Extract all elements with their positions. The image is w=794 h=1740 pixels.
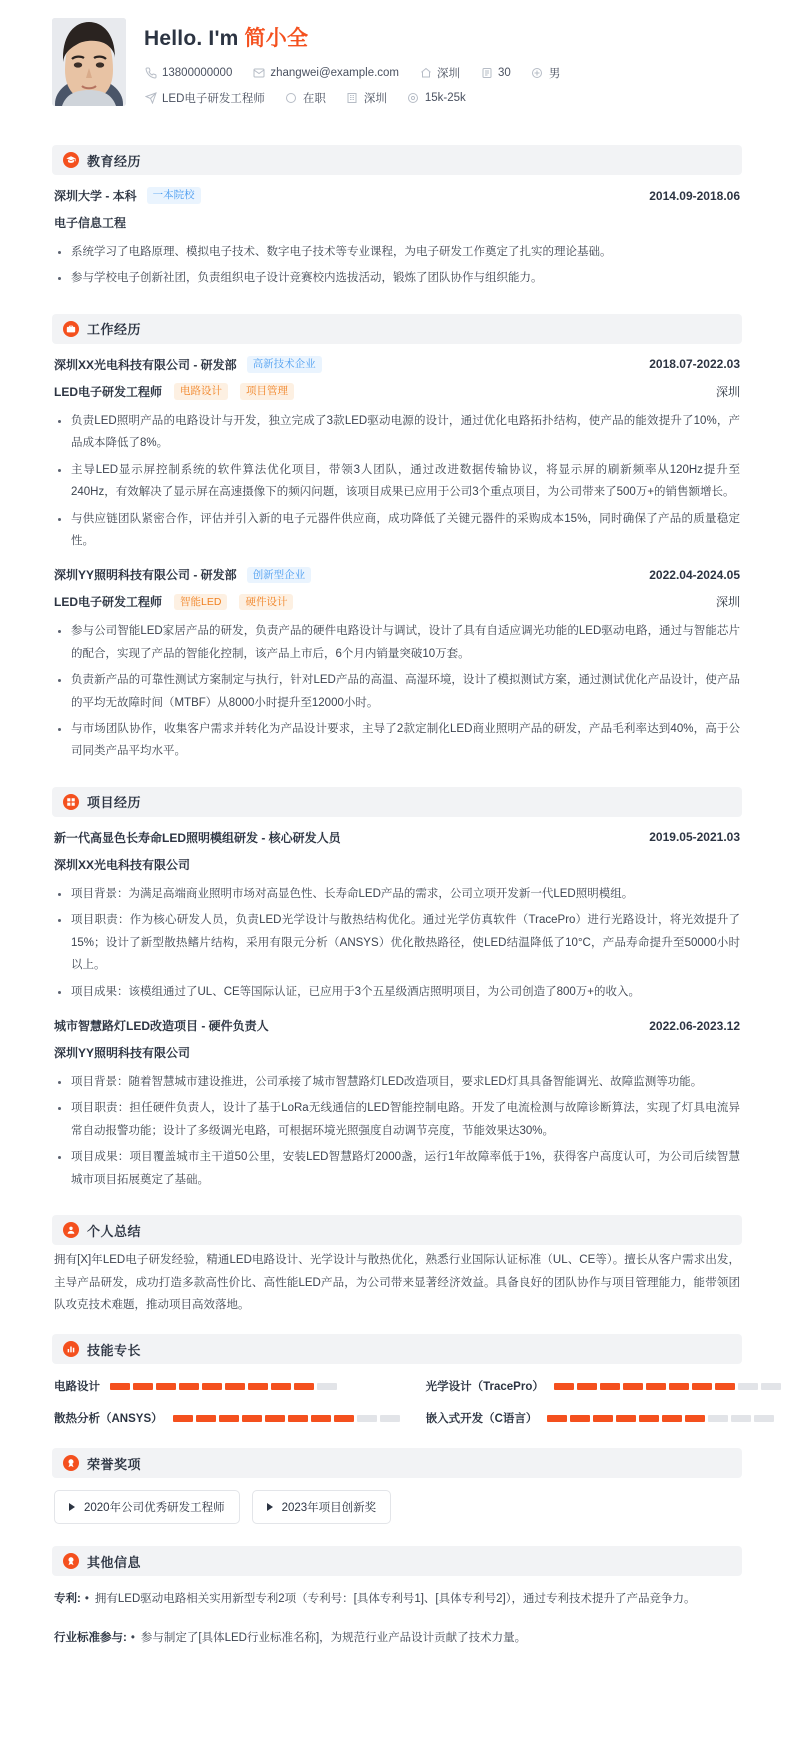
project-company: 深圳YY照明科技有限公司 (54, 1046, 191, 1061)
skill-item (54, 1378, 400, 1394)
section-header-skills (52, 1334, 742, 1364)
skill-segment (708, 1415, 728, 1422)
grid-icon (63, 794, 79, 810)
skill-label: 嵌入式开发（C语言） (425, 1413, 538, 1426)
list-item: 项目成果：项目覆盖城市主干道50公里，安装LED智慧路灯2000盏，运行1年故障率低于1%，获得客户高度认可，为公司后续智慧城市项目拓展奠定了基础。 (54, 1146, 740, 1191)
skill-segment (754, 1415, 774, 1422)
project-entry (54, 829, 740, 1003)
list-item: 参与公司智能LED家居产品的研发，负责产品的硬件电路设计与调试，设计了具有自适应调光功能的LED驱动电路，通过与智能芯片的配合，实现了产品的智能化控制，该产品上市后，6个月内销量突破10万套。 (54, 620, 740, 665)
info-icon (63, 1553, 79, 1569)
other-info-label: 行业标准参与: (54, 1631, 127, 1644)
skill-segment (196, 1415, 216, 1422)
section-body-work (52, 344, 742, 771)
job-target (144, 90, 265, 106)
work-date: 2018.07-2022.03 (649, 357, 740, 372)
job-city (346, 90, 387, 106)
section-header-other (52, 1546, 742, 1576)
paper-plane-icon (144, 92, 157, 105)
resume-header (52, 0, 742, 129)
education-entry-header (54, 187, 740, 204)
work-role-row (54, 593, 740, 610)
skill-item (54, 1410, 400, 1426)
awards-list (52, 1478, 742, 1530)
skill-item (426, 1378, 781, 1394)
other-info-text: 拥有LED驱动电路相关实用新型专利2项（专利号：[具体专利号1]、[具体专利号2]），通过专利技术提升了产品竞争力。 (94, 1593, 696, 1606)
skill-segment (616, 1415, 636, 1422)
work-company: 深圳XX光电科技有限公司 - 研发部 (54, 357, 237, 372)
section-header-education (52, 145, 742, 175)
contact-row-primary (144, 65, 742, 81)
award-chip[interactable] (252, 1490, 392, 1524)
education-major: 电子信息工程 (54, 216, 127, 230)
avatar (52, 18, 126, 106)
contact-age (480, 67, 511, 80)
contact-email (252, 67, 399, 80)
contact-email-text: zhangwei@example.com (270, 67, 400, 79)
list-item: 主导LED显示屏控制系统的软件算法优化项目，带领3人团队，通过改进数据传输协议，将显示屏的刷新频率从120Hz提升至240Hz，有效解决了显示屏在高速摄像下的频闪问题，该项目成果已应用于公司3个重点项目，为公司带来了500万+的销售额增长。 (54, 459, 740, 504)
section-title-education: 教育经历 (87, 153, 142, 169)
contact-city-text: 深圳 (437, 68, 461, 80)
graduation-cap-icon (63, 152, 79, 168)
building-icon (346, 92, 359, 105)
skill-segment (577, 1383, 597, 1390)
skill-segment (110, 1383, 130, 1390)
user-icon (63, 1222, 79, 1238)
skill-segment (202, 1383, 222, 1390)
skill-segment (593, 1415, 613, 1422)
other-info-row (52, 1584, 742, 1614)
skill-segment (547, 1415, 567, 1422)
work-entry (54, 566, 740, 763)
skill-segment (265, 1415, 285, 1422)
skill-segment (623, 1383, 643, 1390)
skill-segment (288, 1415, 308, 1422)
skill-level-bar (173, 1415, 400, 1422)
award-icon (63, 1455, 79, 1471)
skill-label: 电路设计 (54, 1381, 100, 1394)
job-target-text: LED电子研发工程师 (162, 93, 265, 105)
skill-segment (692, 1383, 712, 1390)
work-date: 2022.04-2024.05 (649, 567, 740, 582)
list-item: 系统学习了电路原理、模拟电子技术、数字电子技术等专业课程，为电子研发工作奠定了扎实的理论基础。 (54, 241, 740, 263)
gender-icon (531, 67, 544, 80)
skill-segment (294, 1383, 314, 1390)
section-body-projects (52, 817, 742, 1199)
work-role: LED电子研发工程师 (54, 595, 163, 610)
section-title-other: 其他信息 (87, 1554, 142, 1570)
skill-level-bar (110, 1383, 337, 1390)
skill-segment (248, 1383, 268, 1390)
job-status-text: 在职 (302, 93, 326, 105)
greeting-text: Hello. I'm (144, 27, 245, 50)
skill-segment (357, 1415, 377, 1422)
work-role: LED电子研发工程师 (54, 384, 163, 399)
section-title-projects: 项目经历 (87, 795, 142, 811)
project-date: 2022.06-2023.12 (649, 1018, 740, 1033)
education-school: 深圳大学 - 本科 (54, 189, 137, 203)
skill-level-bar (547, 1415, 774, 1422)
skill-segment (225, 1383, 245, 1390)
salary-icon (407, 92, 420, 105)
work-bullets (54, 410, 740, 553)
skill-label: 散热分析（ANSYS） (54, 1413, 163, 1426)
project-entry-header (54, 1017, 740, 1034)
skill-item (426, 1410, 781, 1426)
list-item: 项目背景：为满足高端商业照明市场对高显色性、长寿命LED产品的需求，公司立项开发新一代LED照明模组。 (54, 883, 740, 905)
work-entry-header (54, 356, 740, 373)
work-company-tag: 创新型企业 (247, 567, 312, 584)
skill-segment (669, 1383, 689, 1390)
skill-segment (242, 1415, 262, 1422)
skill-segment (646, 1383, 666, 1390)
contact-gender-text: 男 (548, 68, 561, 80)
skill-segment (715, 1383, 735, 1390)
phone-icon (144, 67, 157, 80)
skill-segment (317, 1383, 337, 1390)
skill-segment (554, 1383, 574, 1390)
work-location: 深圳 (715, 384, 740, 399)
work-bullets (54, 620, 740, 763)
play-triangle-icon (267, 1503, 273, 1511)
list-item: 负责新产品的可靠性测试方案制定与执行，针对LED产品的高温、高湿环境，设计了模拟测试方案，通过测试优化产品设计，使产品的平均无故障时间（MTBF）从8000小时提升至12000小时。 (54, 669, 740, 714)
section-header-awards (52, 1448, 742, 1478)
skill-segment (133, 1383, 153, 1390)
play-triangle-icon (69, 1503, 75, 1511)
contact-phone-text: 13800000000 (162, 67, 233, 79)
work-company: 深圳YY照明科技有限公司 - 研发部 (54, 568, 237, 583)
work-entry (54, 356, 740, 553)
skill-segment (738, 1383, 758, 1390)
list-item: 与市场团队协作，收集客户需求并转化为产品设计要求，主导了2款定制化LED商业照明产品的研发，产品毛利率达到40%，高于公司同类产品平均水平。 (54, 718, 740, 763)
education-date: 2014.09-2018.06 (649, 188, 740, 203)
education-entry (54, 187, 740, 290)
work-role-row (54, 383, 740, 400)
work-skill-tag: 智能LED (174, 594, 227, 611)
bullet-dot-icon: • (84, 1593, 89, 1606)
status-icon (285, 92, 298, 105)
contact-city (419, 65, 460, 81)
page-title (144, 22, 742, 52)
home-icon (419, 67, 432, 80)
project-company: 深圳XX光电科技有限公司 (54, 857, 191, 872)
contact-gender (531, 65, 561, 81)
section-header-work (52, 314, 742, 344)
section-body-education (52, 175, 742, 298)
list-item: 与供应链团队紧密合作，评估并引入新的电子元器件供应商，成功降低了关键元器件的采购成本15%，同时确保了产品的质量稳定性。 (54, 508, 740, 553)
work-skill-tag: 电路设计 (174, 383, 228, 400)
contact-age-text: 30 (498, 67, 511, 79)
list-item: 参与学校电子创新社团，负责组织电子设计竞赛校内选拔活动，锻炼了团队协作与组织能力。 (54, 267, 740, 289)
skill-segment (173, 1415, 193, 1422)
section-header-projects (52, 787, 742, 817)
project-bullets (54, 883, 740, 1003)
summary-text: 拥有[X]年LED电子研发经验，精通LED电路设计、光学设计与散热优化，熟悉行业国际认证标准（UL、CE等）。擅长从客户需求出发，主导产品研发，成功打造多款高性价比、高性能LED产品，为公司带来显著经济效益。具备良好的团队协作与项目管理能力，能带领团队攻克技术难题，推动项目高效落地。 (54, 1254, 740, 1311)
chart-icon (63, 1341, 79, 1357)
other-info-label: 专利: (54, 1593, 81, 1606)
skill-segment (271, 1383, 291, 1390)
project-title: 城市智慧路灯LED改造项目 - 硬件负责人 (54, 1019, 269, 1034)
bullet-dot-icon: • (130, 1631, 135, 1644)
skill-segment (179, 1383, 199, 1390)
section-title-skills: 技能专长 (87, 1342, 142, 1358)
list-item: 负责LED照明产品的电路设计与开发，独立完成了3款LED驱动电源的设计，通过优化电路拓扑结构，使产品的能效提升了10%，产品成本降低了8%。 (54, 410, 740, 455)
other-info-row (52, 1623, 742, 1653)
education-bullets (54, 241, 740, 290)
salary-expectation (407, 92, 466, 105)
skill-segment (311, 1415, 331, 1422)
project-date: 2019.05-2021.03 (649, 830, 740, 845)
work-skill-tag: 硬件设计 (239, 594, 293, 611)
project-bullets (54, 1071, 740, 1191)
contact-phone (144, 67, 232, 80)
section-title-awards: 荣誉奖项 (87, 1456, 142, 1472)
skill-segment (334, 1415, 354, 1422)
section-title-work: 工作经历 (87, 322, 142, 338)
list-item: 项目背景：随着智慧城市建设推进，公司承接了城市智慧路灯LED改造项目，要求LED灯具具备智能调光、故障监测等功能。 (54, 1071, 740, 1093)
work-entry-header (54, 566, 740, 583)
education-tag: 一本院校 (147, 187, 201, 204)
skill-segment (156, 1383, 176, 1390)
skill-segment (662, 1415, 682, 1422)
skill-segment (685, 1415, 705, 1422)
job-status (285, 90, 326, 106)
header-details (144, 18, 742, 115)
skill-level-bar (554, 1383, 781, 1390)
list-item: 项目职责：作为核心研发人员，负责LED光学设计与散热结构优化。通过光学仿真软件（TracePro）进行光路设计，将光效提升了15%；设计了新型散热鳍片结构，采用有限元分析（ANSYS）优化散热路径，使LED结温降低了10°C，产品寿命提升至50000小时以上。 (54, 909, 740, 976)
section-title-summary: 个人总结 (87, 1223, 142, 1239)
award-label: 2020年公司优秀研发工程师 (84, 1502, 225, 1515)
section-header-summary (52, 1215, 742, 1245)
candidate-name: 简小全 (244, 27, 309, 50)
skill-label: 光学设计（TracePro） (425, 1381, 544, 1394)
other-info-text: 参与制定了[具体LED行业标准名称]，为规范行业产品设计贡献了技术力量。 (140, 1631, 527, 1644)
award-label: 2023年项目创新奖 (281, 1502, 377, 1515)
id-card-icon (480, 67, 493, 80)
work-location: 深圳 (715, 595, 740, 610)
skill-segment (639, 1415, 659, 1422)
list-item: 项目职责：担任硬件负责人，设计了基于LoRa无线通信的LED智能控制电路。开发了电流检测与故障诊断算法，实现了灯具电流异常自动报警功能；设计了多级调光电路，可根据环境光照强度自动调节亮度，节能效果达30%。 (54, 1097, 740, 1142)
project-entry-header (54, 829, 740, 846)
briefcase-icon (63, 321, 79, 337)
mail-icon (252, 67, 265, 80)
work-skill-tag: 项目管理 (240, 383, 294, 400)
skill-segment (570, 1415, 590, 1422)
contact-row-secondary (144, 90, 742, 106)
award-chip[interactable] (54, 1490, 240, 1524)
skill-segment (219, 1415, 239, 1422)
job-city-text: 深圳 (363, 93, 387, 105)
project-entry (54, 1017, 740, 1191)
skill-segment (380, 1415, 400, 1422)
salary-expectation-text: 15k-25k (424, 92, 466, 104)
skill-segment (761, 1383, 781, 1390)
skills-grid (52, 1364, 742, 1432)
list-item: 项目成果：该模组通过了UL、CE等国际认证，已应用于3个五星级酒店照明项目，为公司创造了800万+的收入。 (54, 981, 740, 1003)
project-title: 新一代高显色长寿命LED照明模组研发 - 核心研发人员 (54, 830, 341, 845)
skill-segment (731, 1415, 751, 1422)
work-company-tag: 高新技术企业 (247, 356, 322, 373)
skill-segment (600, 1383, 620, 1390)
other-info-body (52, 1576, 742, 1653)
